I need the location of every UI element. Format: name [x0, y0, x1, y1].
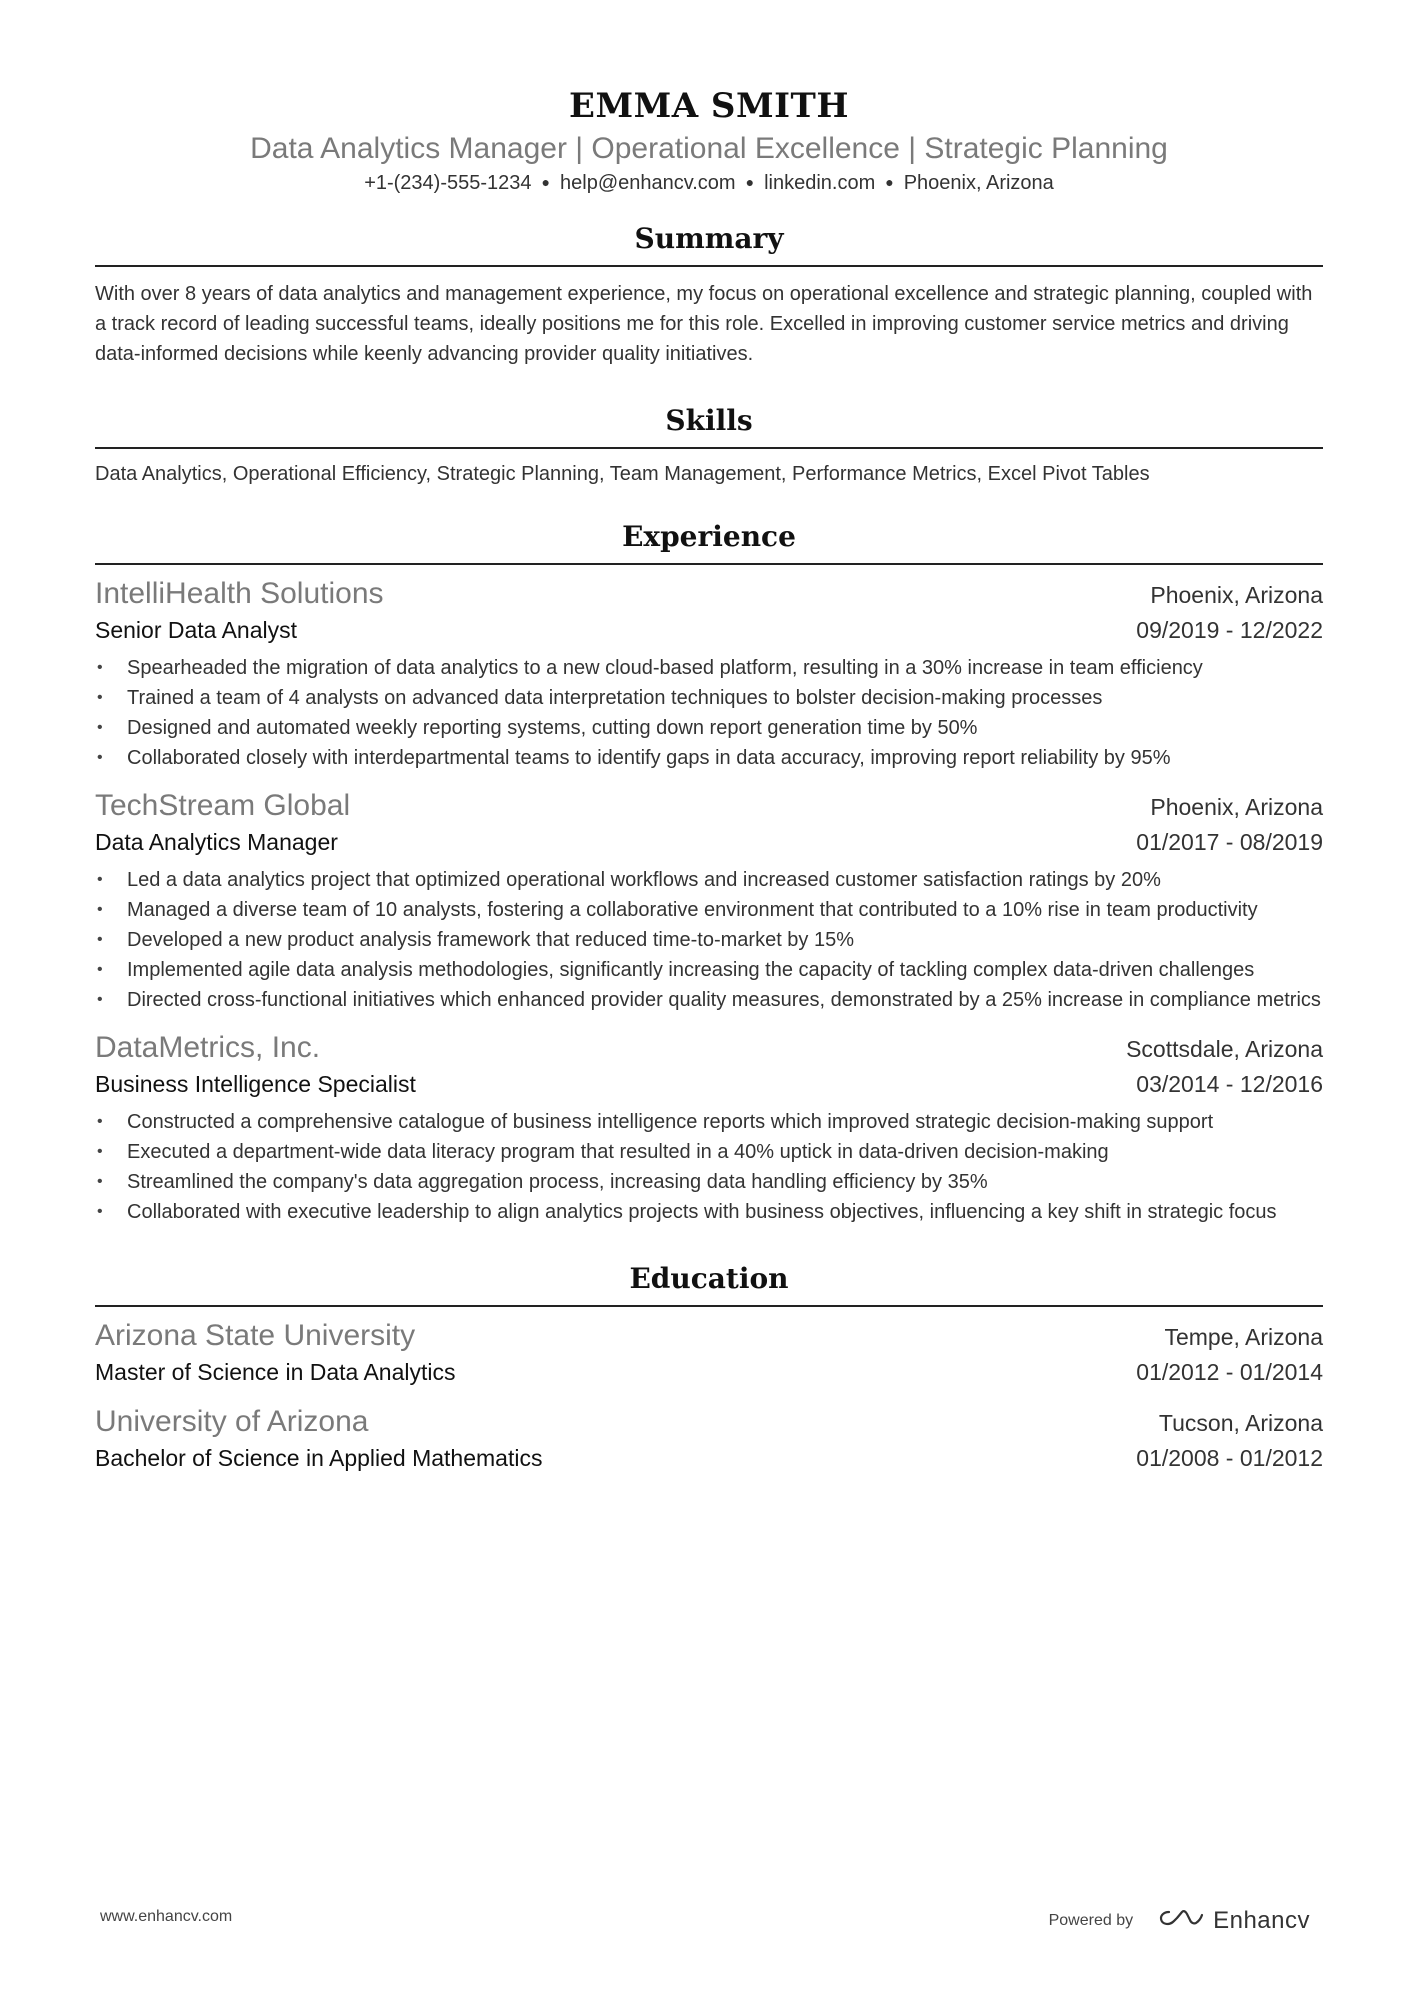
achievement-item: • Developed a new product analysis framework that reduced time-to-market by 15%	[95, 925, 1323, 955]
summary-text: With over 8 years of data analytics and management experience, my focus on operational excellence and strategic planning, coupled with a track record of leading successful teams, ideally positions me for this role. Excelled in improving customer service metrics and driving data-informed decisions while keenly advancing provider quality initiatives.	[95, 283, 1313, 365]
achievement-item: • Trained a team of 4 analysts on advanced data interpretation techniques to bolster decision-making processes	[95, 683, 1323, 713]
section-divider	[95, 447, 1323, 449]
section-divider	[95, 265, 1323, 267]
education-entry	[95, 1403, 1323, 1475]
job-location: Phoenix, Arizona	[1150, 582, 1323, 608]
degree-title: Bachelor of Science in Applied Mathematics	[95, 1445, 543, 1471]
company-name: DataMetrics, Inc.	[95, 1031, 321, 1064]
education-entry	[95, 1317, 1323, 1389]
job-title: Senior Data Analyst	[95, 617, 298, 643]
entry-header-row	[95, 1317, 1323, 1355]
entry-subheader-row	[95, 1355, 1323, 1389]
achievement-list	[95, 865, 1323, 1015]
degree-title: Master of Science in Data Analytics	[95, 1359, 456, 1385]
achievement-item: • Spearheaded the migration of data analytics to a new cloud-based platform, resulting in a 30% increase in team efficiency	[95, 653, 1323, 683]
achievement-list	[95, 653, 1323, 773]
enhancv-brand-name: Enhancv	[1213, 1906, 1310, 1934]
school-location: Tempe, Arizona	[1164, 1324, 1323, 1350]
powered-by-label: Powered by	[1048, 1911, 1134, 1929]
achievement-item: • Constructed a comprehensive catalogue of business intelligence reports which improved strategic decision-making support	[95, 1107, 1323, 1137]
experience-entry	[95, 1029, 1323, 1227]
job-title: Data Analytics Manager	[95, 829, 338, 855]
summary-section	[95, 221, 1323, 369]
experience-entry	[95, 787, 1323, 1015]
resume-page	[95, 0, 1323, 1475]
phone-number: +1-(234)-555-1234	[364, 172, 532, 194]
candidate-headline: Data Analytics Manager | Operational Excellence | Strategic Planning	[250, 132, 1168, 165]
education-section	[95, 1261, 1323, 1475]
achievement-item: • Managed a diverse team of 10 analysts, fostering a collaborative environment that contributed to a 10% rise in team productivity	[95, 895, 1323, 925]
entry-subheader-row	[95, 1441, 1323, 1475]
entry-subheader-row	[95, 613, 1323, 647]
candidate-name: EMMA SMITH	[569, 86, 849, 126]
company-name: TechStream Global	[95, 789, 351, 822]
separator-dot-icon: ●	[541, 174, 550, 190]
contact-line	[95, 170, 1323, 197]
separator-dot-icon: ●	[885, 174, 894, 190]
entry-subheader-row	[95, 1067, 1323, 1101]
company-name: IntelliHealth Solutions	[95, 577, 384, 610]
entry-header-row	[95, 1029, 1323, 1067]
email-link[interactable]: help@enhancv.com	[560, 172, 736, 194]
job-title: Business Intelligence Specialist	[95, 1071, 416, 1097]
school-name: University of Arizona	[95, 1405, 369, 1438]
skills-heading: Skills	[665, 404, 753, 437]
experience-heading: Experience	[622, 520, 796, 553]
summary-heading: Summary	[634, 222, 784, 255]
job-location: Phoenix, Arizona	[1150, 794, 1323, 820]
job-dates: 03/2014 - 12/2016	[1136, 1071, 1323, 1097]
experience-section	[95, 519, 1323, 1227]
education-dates: 01/2008 - 01/2012	[1136, 1445, 1323, 1471]
achievement-item: • Collaborated with executive leadership to align analytics projects with business objectives, influencing a key shift in strategic focus	[95, 1197, 1323, 1227]
experience-entry	[95, 575, 1323, 773]
candidate-location: Phoenix, Arizona	[903, 172, 1054, 194]
job-location: Scottsdale, Arizona	[1126, 1036, 1323, 1062]
achievement-item: • Designed and automated weekly reporting systems, cutting down report generation time by 50%	[95, 713, 1323, 743]
powered-by-badge[interactable]	[1049, 1906, 1310, 1935]
achievement-list	[95, 1107, 1323, 1227]
job-dates: 01/2017 - 08/2019	[1136, 829, 1323, 855]
entry-subheader-row	[95, 825, 1323, 859]
resume-header	[95, 0, 1323, 197]
achievement-item: • Directed cross-functional initiatives which enhanced provider quality measures, demonstrated by a 25% increase in compliance metrics	[95, 985, 1323, 1015]
entry-header-row	[95, 787, 1323, 825]
school-name: Arizona State University	[95, 1319, 416, 1352]
separator-dot-icon: ●	[745, 174, 755, 190]
education-dates: 01/2012 - 01/2014	[1136, 1359, 1323, 1385]
achievement-item: • Implemented agile data analysis methodologies, significantly increasing the capacity of tackling complex data-driven challenges	[95, 955, 1323, 985]
achievement-item: • Executed a department-wide data literacy program that resulted in a 40% uptick in data-driven decision-making	[95, 1137, 1323, 1167]
entry-header-row	[95, 575, 1323, 613]
achievement-item: • Streamlined the company's data aggregation process, increasing data handling efficiency by 35%	[95, 1167, 1323, 1197]
skills-section	[95, 403, 1323, 489]
job-dates: 09/2019 - 12/2022	[1136, 617, 1323, 643]
education-heading: Education	[629, 1262, 789, 1295]
skills-text: Data Analytics, Operational Efficiency, Strategic Planning, Team Management, Performance Metrics, Excel Pivot Tables	[95, 463, 1150, 485]
linkedin-link[interactable]: linkedin.com	[764, 172, 876, 194]
school-location: Tucson, Arizona	[1158, 1410, 1323, 1436]
enhancv-logo-icon	[1159, 1906, 1205, 1935]
footer-website-link[interactable]: www.enhancv.com	[100, 1908, 233, 1925]
section-divider	[95, 563, 1323, 565]
achievement-item: • Led a data analytics project that optimized operational workflows and increased customer satisfaction ratings by 20%	[95, 865, 1323, 895]
entry-header-row	[95, 1403, 1323, 1441]
achievement-item: • Collaborated closely with interdepartmental teams to identify gaps in data accuracy, improving report reliability by 95%	[95, 743, 1323, 773]
section-divider	[95, 1305, 1323, 1307]
